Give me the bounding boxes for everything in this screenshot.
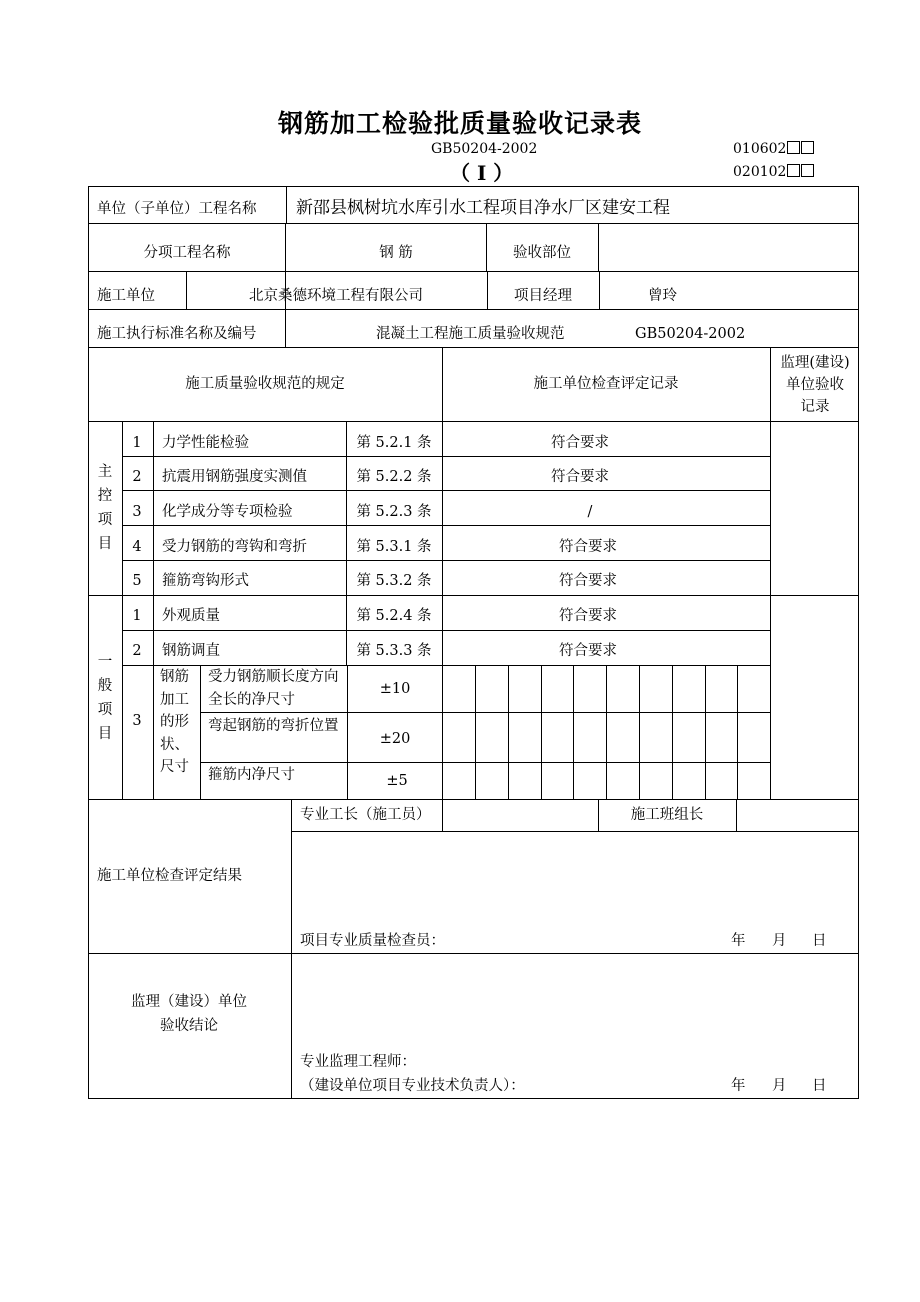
page-title: 钢筋加工检验批质量验收记录表 <box>277 109 642 138</box>
spec-column-header: 施工质量验收规范的规定 <box>185 376 345 392</box>
general-items-group-label: 一般项目 <box>97 654 113 742</box>
location-label: 验收部位 <box>513 245 571 261</box>
row3-number: 3 <box>132 713 142 729</box>
row3-category: 钢筋加工的形状、尺寸 <box>160 669 189 775</box>
project-name-value: 新邵县枫树坑水库引水工程项目净水厂区建安工程 <box>296 198 670 218</box>
supervisor-conclusion-label: 监理（建设）单位 <box>131 994 247 1010</box>
row3-sub-2-tolerance: ±20 <box>379 731 411 747</box>
form-code-1: 010602 <box>733 141 814 157</box>
contractor-result-label: 施工单位检查评定结果 <box>97 868 242 884</box>
manager-value: 曾玲 <box>648 288 677 304</box>
date-day: 日 <box>812 933 827 949</box>
date-month: 月 <box>772 933 787 949</box>
date-month-2: 月 <box>772 1078 787 1094</box>
form-code-2: 020102 <box>733 164 814 180</box>
inspector-label: 项目专业质量检查员： <box>300 933 445 949</box>
main-items-group-label: 主控项目 <box>97 464 113 552</box>
team-leader-label: 施工班组长 <box>630 807 704 823</box>
standard-code-value: GB50204-2002 <box>635 326 746 342</box>
standard-label: 施工执行标准名称及编号 <box>97 326 257 342</box>
row3-sub-3-item: 箍筋内净尺寸 <box>208 767 295 783</box>
supervisor-column-header: 监理(建设) 单位验收 记录 <box>780 355 850 415</box>
row3-sub-2-item: 弯起钢筋的弯折位置 <box>208 718 339 734</box>
form-part-label: （ I ） <box>450 161 514 185</box>
engineer-label: 专业监理工程师： <box>300 1054 416 1070</box>
date-day-2: 日 <box>812 1078 827 1094</box>
subproject-label: 分项工程名称 <box>143 245 231 261</box>
supervisor-conclusion-label-2: 验收结论 <box>160 1018 218 1034</box>
foreman-label: 专业工长（施工员） <box>300 807 431 823</box>
row3-sub-1-item: 受力钢筋顺长度方向全长的净尺寸 <box>208 669 339 708</box>
manager-label: 项目经理 <box>514 288 572 304</box>
row3-sub-1-tolerance: ±10 <box>379 681 411 697</box>
owner-label: （建设单位项目专业技术负责人）： <box>300 1078 525 1094</box>
subproject-value: 钢 筋 <box>379 245 413 261</box>
standard-value: 混凝土工程施工质量验收规范 <box>376 326 565 342</box>
project-name-label: 单位（子单位）工程名称 <box>97 201 257 217</box>
contractor-label: 施工单位 <box>97 288 155 304</box>
date-year-2: 年 <box>731 1078 746 1094</box>
contractor-value: 北京桑德环境工程有限公司 <box>249 288 423 304</box>
check-column-header: 施工单位检查评定记录 <box>533 376 679 392</box>
row3-sub-3-tolerance: ±5 <box>386 773 408 789</box>
date-year: 年 <box>731 933 746 949</box>
standard-code: GB50204-2002 <box>431 141 538 157</box>
